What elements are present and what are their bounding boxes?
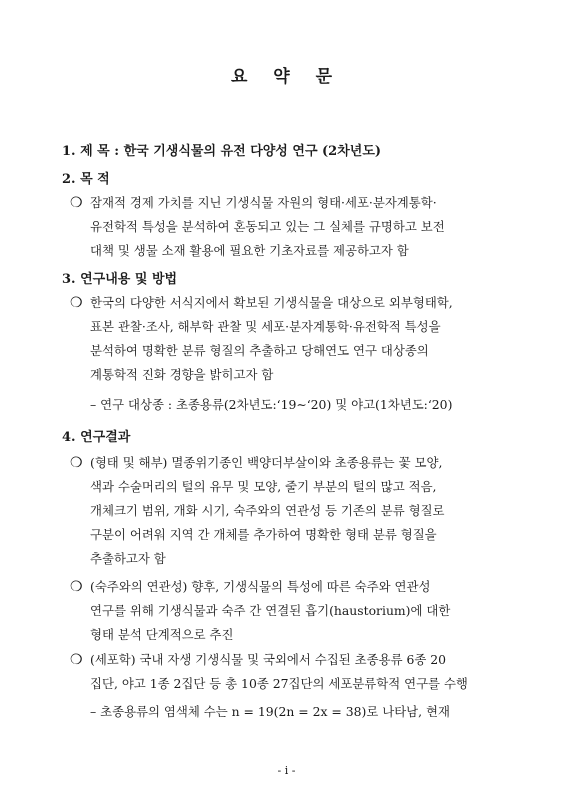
paragraph-line: 분석하여 명확한 분류 형질의 추출하고 당해연도 연구 대상종의 (90, 343, 429, 358)
section-4-sub-item: – 초종용류의 염색체 수는 n = 19(2n = 2x = 38)로 나타남, 현재 (90, 704, 450, 719)
section-3-paragraph-1 (90, 291, 514, 387)
paragraph-line: 집단, 야고 1종 2집단 등 총 10종 27집단의 세포분류학적 연구를 수행 (90, 676, 468, 691)
section-2-paragraph-1 (90, 191, 514, 263)
paragraph-line: 개체크기 범위, 개화 시기, 숙주와의 연관성 등 기존의 분류 형질로 (90, 503, 445, 518)
paragraph-line: 잠재적 경제 가치를 지닌 기생식물 자원의 형태·세포·분자계통학· (90, 195, 437, 210)
section-4-heading: 4. 연구결과 (62, 430, 131, 445)
bullet-circle-icon: ❍ (70, 455, 83, 471)
section-1-heading: 1. 제 목 : 한국 기생식물의 유전 다양성 연구 (2차년도) (62, 144, 382, 159)
document-title: 요 약 문 (230, 67, 343, 87)
section-4-paragraph-2 (90, 575, 514, 647)
section-4-paragraph-3 (90, 648, 514, 696)
page-number: - i - (277, 764, 296, 777)
paragraph-line: 구분이 어려워 지역 간 개체를 추가하여 명확한 형태 분류 형질을 (90, 527, 437, 542)
bullet-circle-icon: ❍ (70, 295, 83, 311)
paragraph-line: (숙주와의 연관성) 향후, 기생식물의 특성에 따른 숙주와 연관성 (90, 579, 431, 594)
paragraph-line: 연구를 위해 기생식물과 숙주 간 연결된 흡기(haustorium)에 대한 (90, 603, 451, 618)
paragraph-line: (형태 및 해부) 멸종위기종인 백양더부살이와 초종용류는 꽃 모양, (90, 455, 443, 470)
paragraph-line: 계통학적 진화 경향을 밝히고자 함 (90, 367, 274, 382)
paragraph-line: 표본 관찰·조사, 해부학 관찰 및 세포·분자계통학·유전학적 특성을 (90, 319, 441, 334)
paragraph-line: 대책 및 생물 소재 활용에 필요한 기초자료를 제공하고자 함 (90, 243, 409, 258)
paragraph-line: 유전학적 특성을 분석하여 혼동되고 있는 그 실체를 규명하고 보전 (90, 219, 445, 234)
section-2-heading: 2. 목 적 (62, 172, 110, 187)
section-3-sub-item: – 연구 대상종 : 초종용류(2차년도:‘19∼‘20) 및 야고(1차년도:‘20) (90, 397, 453, 412)
section-4-paragraph-1 (90, 451, 514, 571)
paragraph-line: 형태 분석 단계적으로 추진 (90, 627, 234, 642)
paragraph-line: (세포학) 국내 자생 기생식물 및 국외에서 수집된 초종용류 6종 20 (90, 652, 447, 667)
paragraph-line: 색과 수술머리의 털의 유무 및 모양, 줄기 부분의 털의 많고 적음, (90, 479, 437, 494)
paragraph-line: 추출하고자 함 (90, 551, 166, 566)
section-3-heading: 3. 연구내용 및 방법 (62, 272, 178, 287)
bullet-circle-icon: ❍ (70, 579, 83, 595)
paragraph-line: 한국의 다양한 서식지에서 확보된 기생식물을 대상으로 외부형태학, (90, 295, 453, 310)
bullet-circle-icon: ❍ (70, 652, 83, 668)
bullet-circle-icon: ❍ (70, 195, 83, 211)
